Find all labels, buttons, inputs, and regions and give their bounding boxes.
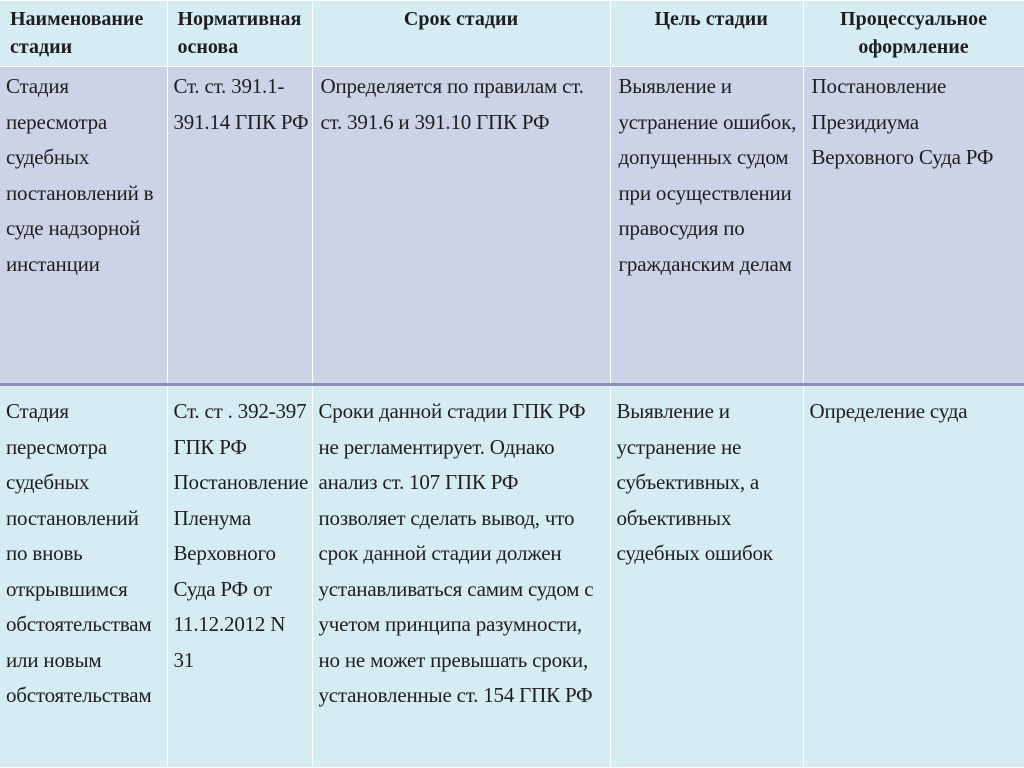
cell-stage-goal: Выявление и устранение ошибок, допущенных судом при осуществлении правосудия по гражданским делам	[610, 67, 803, 385]
cell-legal-basis: Ст. ст. 391.1-391.14 ГПК РФ	[167, 67, 312, 385]
header-stage-goal: Цель стадии	[610, 1, 803, 67]
header-legal-basis: Нормативная основа	[167, 1, 312, 67]
header-procedural-form: Процессуальное оформление	[803, 1, 1024, 67]
cell-legal-basis: Ст. ст . 392-397 ГПК РФ Постановление Пленума Верховного Суда РФ от 11.12.2012 N 31	[167, 385, 312, 768]
cell-stage-goal: Выявление и устранение не субъективных, а объективных судебных ошибок	[610, 385, 803, 768]
cell-stage-term: Определяется по правилам ст. ст. 391.6 и 391.10 ГПК РФ	[312, 67, 610, 385]
cell-procedural-form: Определение суда	[803, 385, 1024, 768]
header-stage-name: Наименование стадии	[0, 1, 167, 67]
cell-stage-name: Стадия пересмотра судебных постановлений по вновь открывшимся обстоятельствам или новым обстоятельствам	[0, 385, 167, 768]
table-row	[0, 385, 1024, 768]
cell-stage-name: Стадия пересмотра судебных постановлений в суде надзорной инстанции	[0, 67, 167, 385]
cell-procedural-form: Постановление Президиума Верховного Суда РФ	[803, 67, 1024, 385]
table-header-row	[0, 1, 1024, 67]
cell-stage-term: Сроки данной стадии ГПК РФ не регламентирует. Однако анализ ст. 107 ГПК РФ позволяет сделать вывод, что срок данной стадии должен устанавливаться самим судом с учетом принципа разумности, но не может превышать сроки, установленные ст. 154 ГПК РФ	[312, 385, 610, 768]
header-stage-term: Срок стадии	[312, 1, 610, 67]
table-row	[0, 67, 1024, 385]
